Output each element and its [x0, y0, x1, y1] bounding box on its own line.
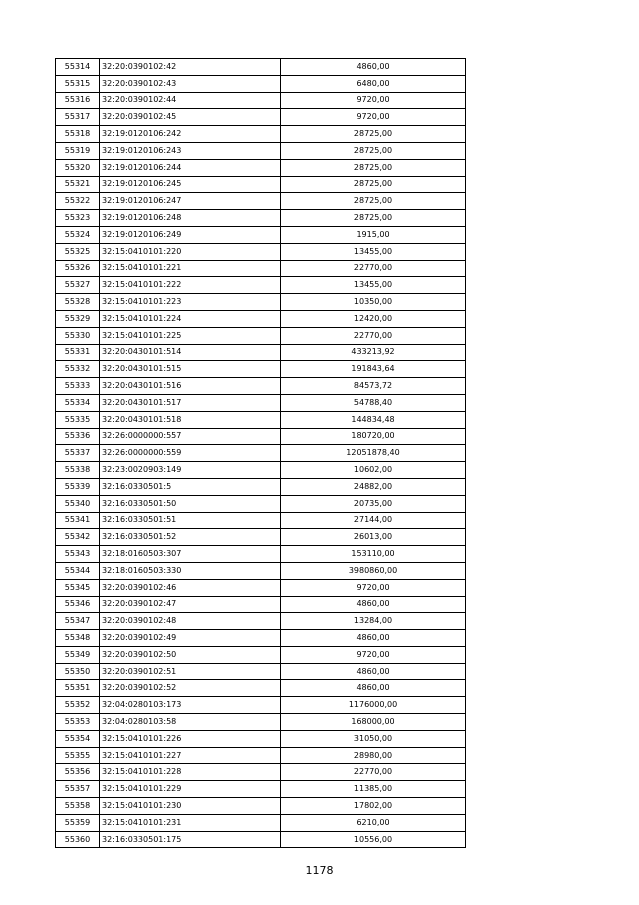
value-cell: 12051878,40 — [281, 445, 466, 462]
value-cell: 11385,00 — [281, 781, 466, 798]
cadastral-number-cell: 32:20:0390102:48 — [100, 613, 281, 630]
cadastral-number-cell: 32:15:0410101:225 — [100, 327, 281, 344]
value-cell: 17802,00 — [281, 798, 466, 815]
cadastral-number-cell: 32:16:0330501:52 — [100, 529, 281, 546]
value-cell: 26013,00 — [281, 529, 466, 546]
table-row — [56, 579, 466, 596]
value-cell: 13284,00 — [281, 613, 466, 630]
row-number-cell: 55341 — [56, 512, 100, 529]
row-number-cell: 55322 — [56, 193, 100, 210]
table-row — [56, 764, 466, 781]
row-number-cell: 55338 — [56, 462, 100, 479]
row-number-cell: 55337 — [56, 445, 100, 462]
table-row — [56, 814, 466, 831]
value-cell: 4860,00 — [281, 680, 466, 697]
cadastral-number-cell: 32:04:0280103:58 — [100, 714, 281, 731]
table-row — [56, 243, 466, 260]
value-cell: 3980860,00 — [281, 562, 466, 579]
page-number: 1178 — [305, 864, 334, 877]
row-number-cell: 55349 — [56, 646, 100, 663]
cadastral-number-cell: 32:20:0390102:46 — [100, 579, 281, 596]
cadastral-number-cell: 32:18:0160503:330 — [100, 562, 281, 579]
row-number-cell: 55331 — [56, 344, 100, 361]
table-row — [56, 680, 466, 697]
table-row — [56, 260, 466, 277]
value-cell: 28725,00 — [281, 142, 466, 159]
table-row — [56, 663, 466, 680]
row-number-cell: 55358 — [56, 798, 100, 815]
value-cell: 6210,00 — [281, 814, 466, 831]
row-number-cell: 55320 — [56, 159, 100, 176]
row-number-cell: 55326 — [56, 260, 100, 277]
cadastral-number-cell: 32:19:0120106:242 — [100, 126, 281, 143]
cadastral-number-cell: 32:19:0120106:249 — [100, 226, 281, 243]
value-cell: 10556,00 — [281, 831, 466, 848]
cadastral-number-cell: 32:19:0120106:245 — [100, 176, 281, 193]
value-cell: 9720,00 — [281, 109, 466, 126]
row-number-cell: 55321 — [56, 176, 100, 193]
row-number-cell: 55330 — [56, 327, 100, 344]
value-cell: 4860,00 — [281, 596, 466, 613]
row-number-cell: 55336 — [56, 428, 100, 445]
value-cell: 4860,00 — [281, 663, 466, 680]
cadastral-number-cell: 32:20:0430101:517 — [100, 394, 281, 411]
row-number-cell: 55348 — [56, 630, 100, 647]
table-row — [56, 327, 466, 344]
cadastral-number-cell: 32:18:0160503:307 — [100, 546, 281, 563]
row-number-cell: 55328 — [56, 294, 100, 311]
row-number-cell: 55345 — [56, 579, 100, 596]
row-number-cell: 55354 — [56, 730, 100, 747]
table-row — [56, 512, 466, 529]
value-cell: 6480,00 — [281, 75, 466, 92]
table-row — [56, 92, 466, 109]
value-cell: 27144,00 — [281, 512, 466, 529]
row-number-cell: 55357 — [56, 781, 100, 798]
value-cell: 144834,48 — [281, 411, 466, 428]
table-row — [56, 176, 466, 193]
cadastral-number-cell: 32:15:0410101:223 — [100, 294, 281, 311]
cadastral-number-cell: 32:16:0330501:5 — [100, 478, 281, 495]
cadastral-number-cell: 32:20:0390102:45 — [100, 109, 281, 126]
value-cell: 28980,00 — [281, 747, 466, 764]
table-body — [56, 59, 466, 848]
row-number-cell: 55315 — [56, 75, 100, 92]
row-number-cell: 55350 — [56, 663, 100, 680]
cadastral-number-cell: 32:15:0410101:220 — [100, 243, 281, 260]
row-number-cell: 55316 — [56, 92, 100, 109]
value-cell: 4860,00 — [281, 630, 466, 647]
table-row — [56, 781, 466, 798]
value-cell: 433213,92 — [281, 344, 466, 361]
value-cell: 180720,00 — [281, 428, 466, 445]
cadastral-number-cell: 32:15:0410101:227 — [100, 747, 281, 764]
cadastral-number-cell: 32:15:0410101:224 — [100, 310, 281, 327]
table-row — [56, 478, 466, 495]
row-number-cell: 55340 — [56, 495, 100, 512]
row-number-cell: 55353 — [56, 714, 100, 731]
table-row — [56, 378, 466, 395]
cadastral-number-cell: 32:20:0390102:42 — [100, 59, 281, 76]
value-cell: 10602,00 — [281, 462, 466, 479]
table-row — [56, 596, 466, 613]
table-row — [56, 613, 466, 630]
cadastral-number-cell: 32:15:0410101:228 — [100, 764, 281, 781]
cadastral-number-cell: 32:19:0120106:243 — [100, 142, 281, 159]
table-row — [56, 546, 466, 563]
cadastral-number-cell: 32:15:0410101:230 — [100, 798, 281, 815]
row-number-cell: 55314 — [56, 59, 100, 76]
value-cell: 168000,00 — [281, 714, 466, 731]
cadastral-number-cell: 32:26:0000000:557 — [100, 428, 281, 445]
cadastral-number-cell: 32:20:0390102:51 — [100, 663, 281, 680]
table-row — [56, 630, 466, 647]
value-cell: 10350,00 — [281, 294, 466, 311]
row-number-cell: 55360 — [56, 831, 100, 848]
table-row — [56, 730, 466, 747]
cadastral-value-table — [55, 58, 466, 848]
table-row — [56, 59, 466, 76]
value-cell: 84573,72 — [281, 378, 466, 395]
value-cell: 31050,00 — [281, 730, 466, 747]
table-row — [56, 109, 466, 126]
cadastral-number-cell: 32:20:0430101:518 — [100, 411, 281, 428]
value-cell: 13455,00 — [281, 277, 466, 294]
cadastral-number-cell: 32:20:0390102:44 — [100, 92, 281, 109]
cadastral-number-cell: 32:16:0330501:50 — [100, 495, 281, 512]
table-row — [56, 428, 466, 445]
cadastral-number-cell: 32:19:0120106:244 — [100, 159, 281, 176]
value-cell: 20735,00 — [281, 495, 466, 512]
value-cell: 9720,00 — [281, 646, 466, 663]
cadastral-number-cell: 32:15:0410101:226 — [100, 730, 281, 747]
table-row — [56, 294, 466, 311]
value-cell: 22770,00 — [281, 327, 466, 344]
value-cell: 28725,00 — [281, 126, 466, 143]
row-number-cell: 55356 — [56, 764, 100, 781]
value-cell: 22770,00 — [281, 764, 466, 781]
cadastral-number-cell: 32:20:0390102:43 — [100, 75, 281, 92]
table-row — [56, 798, 466, 815]
row-number-cell: 55332 — [56, 361, 100, 378]
row-number-cell: 55351 — [56, 680, 100, 697]
row-number-cell: 55355 — [56, 747, 100, 764]
row-number-cell: 55347 — [56, 613, 100, 630]
row-number-cell: 55344 — [56, 562, 100, 579]
cadastral-number-cell: 32:15:0410101:231 — [100, 814, 281, 831]
value-cell: 12420,00 — [281, 310, 466, 327]
row-number-cell: 55318 — [56, 126, 100, 143]
table-row — [56, 344, 466, 361]
cadastral-number-cell: 32:04:0280103:173 — [100, 697, 281, 714]
value-cell: 1176000,00 — [281, 697, 466, 714]
value-cell: 9720,00 — [281, 92, 466, 109]
table-row — [56, 831, 466, 848]
row-number-cell: 55346 — [56, 596, 100, 613]
table-row — [56, 361, 466, 378]
value-cell: 28725,00 — [281, 159, 466, 176]
row-number-cell: 55352 — [56, 697, 100, 714]
row-number-cell: 55327 — [56, 277, 100, 294]
table-row — [56, 495, 466, 512]
cadastral-number-cell: 32:15:0410101:221 — [100, 260, 281, 277]
row-number-cell: 55359 — [56, 814, 100, 831]
row-number-cell: 55323 — [56, 210, 100, 227]
table-row — [56, 310, 466, 327]
cadastral-number-cell: 32:20:0390102:52 — [100, 680, 281, 697]
value-cell: 24882,00 — [281, 478, 466, 495]
value-cell: 28725,00 — [281, 193, 466, 210]
cadastral-number-cell: 32:20:0390102:50 — [100, 646, 281, 663]
cadastral-number-cell: 32:19:0120106:248 — [100, 210, 281, 227]
value-cell: 54788,40 — [281, 394, 466, 411]
cadastral-number-cell: 32:20:0430101:514 — [100, 344, 281, 361]
table-row — [56, 697, 466, 714]
table-row — [56, 411, 466, 428]
row-number-cell: 55325 — [56, 243, 100, 260]
cadastral-number-cell: 32:16:0330501:51 — [100, 512, 281, 529]
table-row — [56, 142, 466, 159]
cadastral-number-cell: 32:26:0000000:559 — [100, 445, 281, 462]
cadastral-number-cell: 32:16:0330501:175 — [100, 831, 281, 848]
cadastral-number-cell: 32:20:0430101:515 — [100, 361, 281, 378]
value-cell: 153110,00 — [281, 546, 466, 563]
row-number-cell: 55335 — [56, 411, 100, 428]
row-number-cell: 55339 — [56, 478, 100, 495]
cadastral-number-cell: 32:15:0410101:222 — [100, 277, 281, 294]
table-row — [56, 747, 466, 764]
table-row — [56, 394, 466, 411]
table-row — [56, 277, 466, 294]
cadastral-number-cell: 32:20:0390102:49 — [100, 630, 281, 647]
value-cell: 1915,00 — [281, 226, 466, 243]
cadastral-number-cell: 32:15:0410101:229 — [100, 781, 281, 798]
row-number-cell: 55334 — [56, 394, 100, 411]
value-cell: 13455,00 — [281, 243, 466, 260]
value-cell: 9720,00 — [281, 579, 466, 596]
cadastral-number-cell: 32:19:0120106:247 — [100, 193, 281, 210]
table-row — [56, 210, 466, 227]
table-row — [56, 226, 466, 243]
table-row — [56, 445, 466, 462]
cadastral-number-cell: 32:20:0430101:516 — [100, 378, 281, 395]
row-number-cell: 55342 — [56, 529, 100, 546]
table-row — [56, 159, 466, 176]
row-number-cell: 55324 — [56, 226, 100, 243]
row-number-cell: 55319 — [56, 142, 100, 159]
cadastral-number-cell: 32:23:0020903:149 — [100, 462, 281, 479]
table-row — [56, 562, 466, 579]
row-number-cell: 55317 — [56, 109, 100, 126]
table-row — [56, 462, 466, 479]
table-row — [56, 193, 466, 210]
table-row — [56, 126, 466, 143]
table-row — [56, 646, 466, 663]
table-row — [56, 75, 466, 92]
value-cell: 191843,64 — [281, 361, 466, 378]
value-cell: 4860,00 — [281, 59, 466, 76]
value-cell: 22770,00 — [281, 260, 466, 277]
row-number-cell: 55343 — [56, 546, 100, 563]
row-number-cell: 55329 — [56, 310, 100, 327]
table-row — [56, 714, 466, 731]
table-row — [56, 529, 466, 546]
cadastral-number-cell: 32:20:0390102:47 — [100, 596, 281, 613]
value-cell: 28725,00 — [281, 176, 466, 193]
value-cell: 28725,00 — [281, 210, 466, 227]
row-number-cell: 55333 — [56, 378, 100, 395]
